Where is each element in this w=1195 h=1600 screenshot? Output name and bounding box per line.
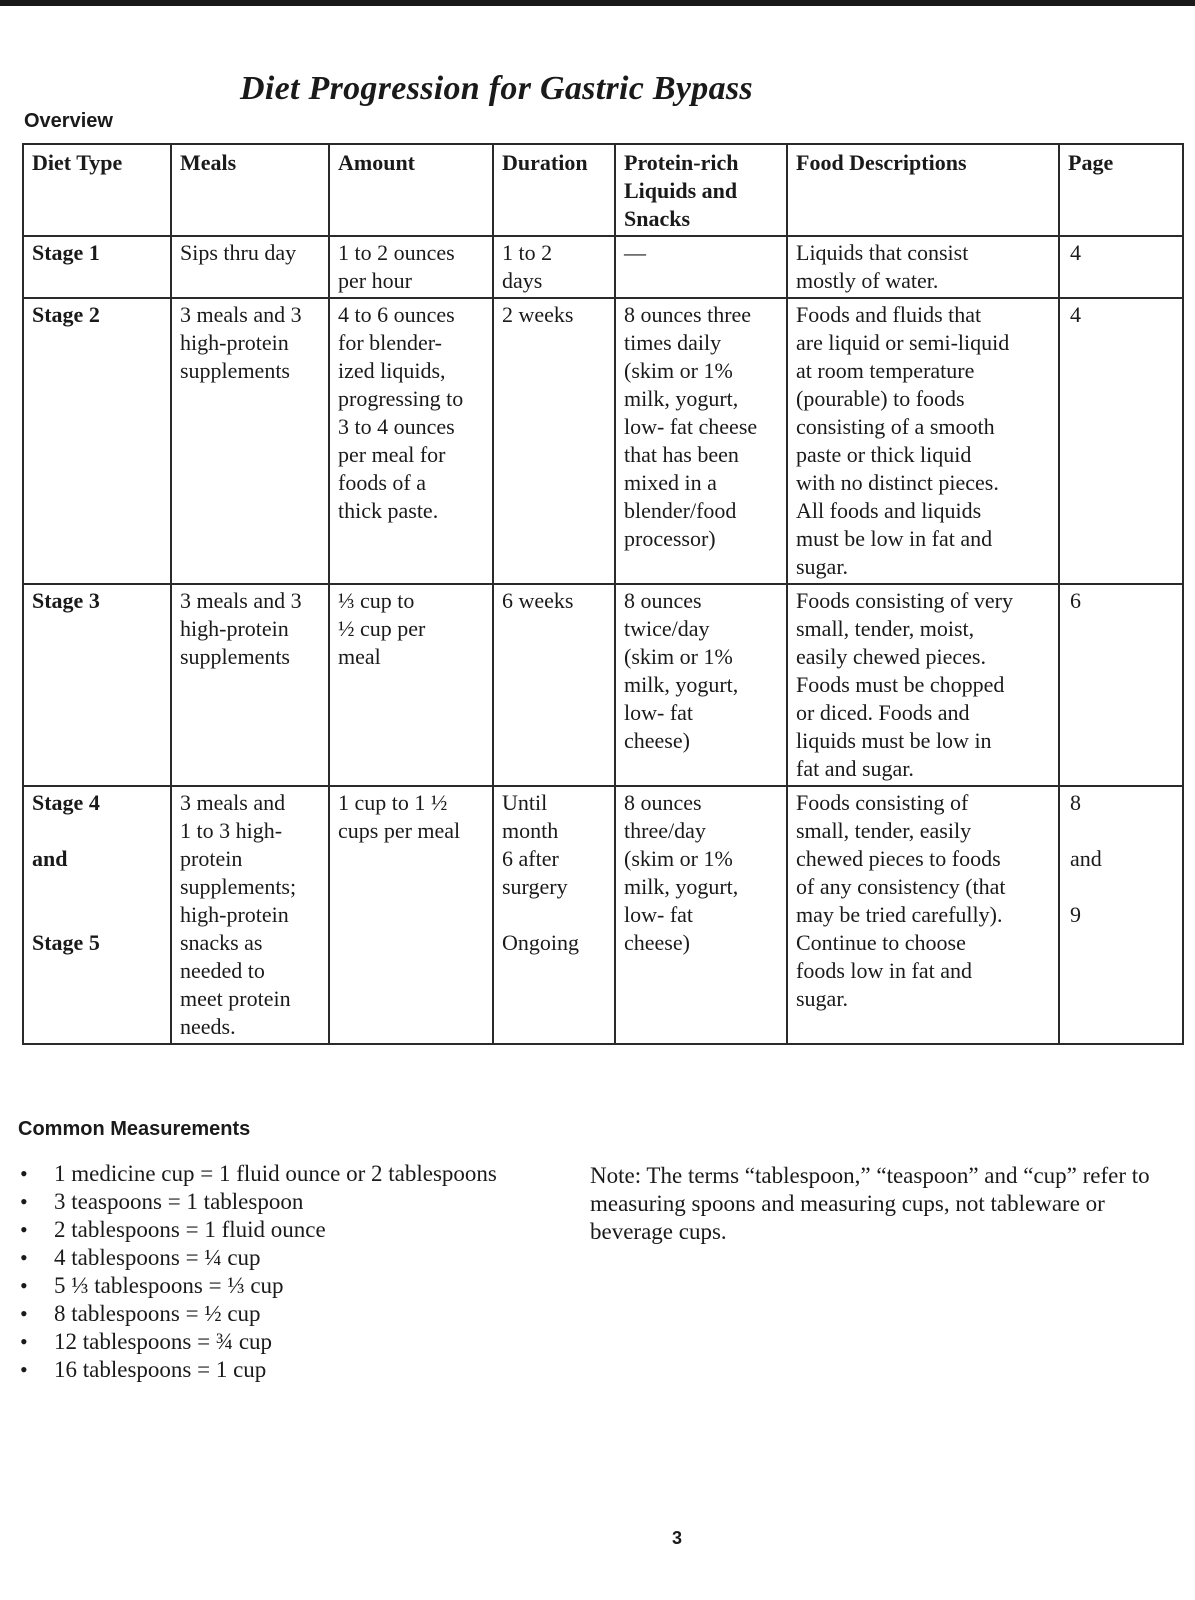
table-row bbox=[23, 786, 1183, 1044]
table-row bbox=[23, 236, 1183, 298]
cell-amount: 1 to 2 ounces per hour bbox=[329, 236, 493, 298]
cell-protein: 8 ounces twice/day (skim or 1% milk, yogurt, low- fat cheese) bbox=[615, 584, 787, 786]
table-row bbox=[23, 584, 1183, 786]
cell-stage: Stage 2 bbox=[23, 298, 171, 584]
list-item: • 3 teaspoons = 1 tablespoon bbox=[54, 1188, 614, 1216]
list-item: • 8 tablespoons = ½ cup bbox=[54, 1300, 614, 1328]
header-food-descriptions: Food Descriptions bbox=[787, 144, 1059, 236]
cell-duration: Until month 6 after surgery Ongoing bbox=[493, 786, 615, 1044]
cell-description: Foods and fluids that are liquid or semi-liquid at room temperature (pourable) to foods consisting of a smooth paste or thick liquid with no distinct pieces. All foods and liquids must be low in fat and sugar. bbox=[787, 298, 1059, 584]
cell-meals: Sips thru day bbox=[171, 236, 329, 298]
header-meals: Meals bbox=[171, 144, 329, 236]
cell-protein: — bbox=[615, 236, 787, 298]
list-item: • 5 ⅓ tablespoons = ⅓ cup bbox=[54, 1272, 614, 1300]
cell-stage: Stage 1 bbox=[23, 236, 171, 298]
table-row bbox=[23, 298, 1183, 584]
cell-description: Foods consisting of very small, tender, moist, easily chewed pieces. Foods must be chopped or diced. Foods and liquids must be low in fat and sugar. bbox=[787, 584, 1059, 786]
diet-progression-table bbox=[22, 143, 1184, 1045]
cell-stage: Stage 3 bbox=[23, 584, 171, 786]
list-item: • 2 tablespoons = 1 fluid ounce bbox=[54, 1216, 614, 1244]
cell-description: Liquids that consist mostly of water. bbox=[787, 236, 1059, 298]
cell-duration: 2 weeks bbox=[493, 298, 615, 584]
list-item: • 16 tablespoons = 1 cup bbox=[54, 1356, 614, 1384]
header-diet-type: Diet Type bbox=[23, 144, 171, 236]
cell-meals: 3 meals and 3 high-protein supplements bbox=[171, 584, 329, 786]
measurements-list bbox=[18, 1160, 614, 1384]
cell-stage: Stage 4 and Stage 5 bbox=[23, 786, 171, 1044]
header-page: Page bbox=[1059, 144, 1183, 236]
cell-page: 6 bbox=[1059, 584, 1183, 786]
measurement-note: Note: The terms “tablespoon,” “teaspoon” and “cup” refer to measuring spoons and measuring cups, not tableware or beverage cups. bbox=[590, 1163, 1150, 1244]
scan-top-edge bbox=[0, 0, 1195, 6]
cell-meals: 3 meals and 1 to 3 high- protein supplements; high-protein snacks as needed to meet protein needs. bbox=[171, 786, 329, 1044]
page-number: 3 bbox=[672, 1528, 683, 1548]
header-amount: Amount bbox=[329, 144, 493, 236]
list-item: • 12 tablespoons = ¾ cup bbox=[54, 1328, 614, 1356]
cell-page: 4 bbox=[1059, 236, 1183, 298]
list-item: • 4 tablespoons = ¼ cup bbox=[54, 1244, 614, 1272]
cell-page: 8 and 9 bbox=[1059, 786, 1183, 1044]
cell-duration: 1 to 2 days bbox=[493, 236, 615, 298]
cell-meals: 3 meals and 3 high-protein supplements bbox=[171, 298, 329, 584]
list-item: • 1 medicine cup = 1 fluid ounce or 2 tablespoons bbox=[54, 1160, 614, 1188]
common-measurements-heading: Common Measurements bbox=[18, 1118, 251, 1140]
cell-amount: 4 to 6 ounces for blender- ized liquids, progressing to 3 to 4 ounces per meal for foods of a thick paste. bbox=[329, 298, 493, 584]
cell-amount: ⅓ cup to ½ cup per meal bbox=[329, 584, 493, 786]
table-header-row bbox=[23, 144, 1183, 236]
cell-duration: 6 weeks bbox=[493, 584, 615, 786]
cell-description: Foods consisting of small, tender, easily chewed pieces to foods of any consistency (that may be tried carefully). Continue to choose foods low in fat and sugar. bbox=[787, 786, 1059, 1044]
page-title: Diet Progression for Gastric Bypass bbox=[240, 70, 753, 107]
overview-heading: Overview bbox=[24, 110, 113, 132]
cell-protein: 8 ounces three times daily (skim or 1% milk, yogurt, low- fat cheese that has been mixed in a blender/food processor) bbox=[615, 298, 787, 584]
header-protein-rich: Protein-rich Liquids and Snacks bbox=[615, 144, 787, 236]
cell-page: 4 bbox=[1059, 298, 1183, 584]
cell-protein: 8 ounces three/day (skim or 1% milk, yogurt, low- fat cheese) bbox=[615, 786, 787, 1044]
header-duration: Duration bbox=[493, 144, 615, 236]
cell-amount: 1 cup to 1 ½ cups per meal bbox=[329, 786, 493, 1044]
